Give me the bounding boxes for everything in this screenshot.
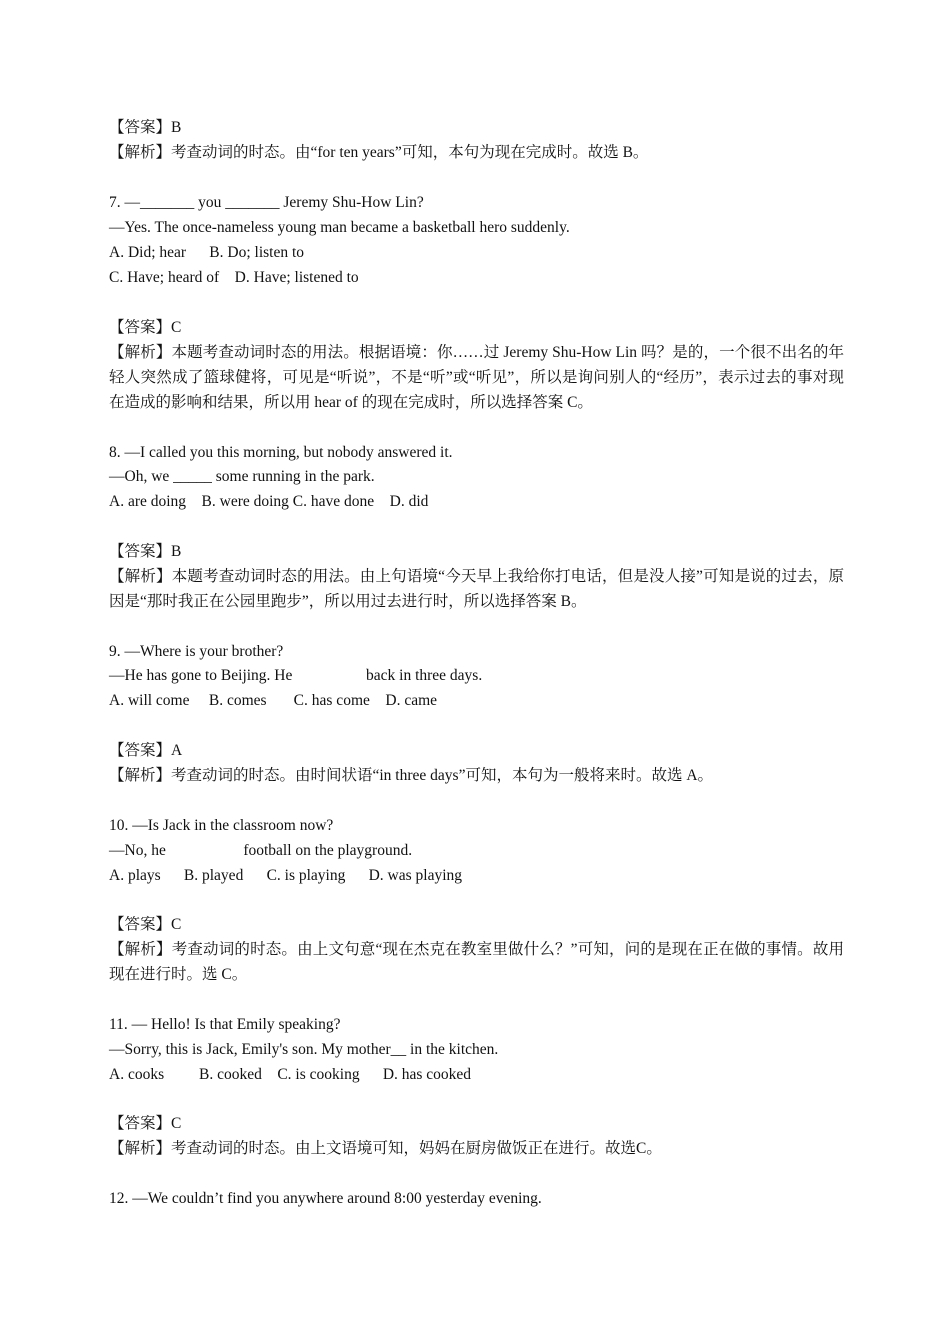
- question-7-options-row-2: C. Have; heard of D. Have; listened to: [109, 269, 359, 286]
- question-10-reply: —No, he football on the playground.: [109, 842, 413, 859]
- question-9-reply: —He has gone to Beijing. He back in three days.: [109, 667, 483, 684]
- question-8-stem: 8. —I called you this morning, but nobody answered it.: [109, 444, 453, 461]
- answer-11: 【答案】C: [109, 1115, 182, 1132]
- analysis-7: 【解析】本题考查动词时态的用法。根据语境：你……过 Jeremy Shu-How Lin 吗？是的，一个很不出名的年轻人突然成了篮球健将，可见是“听说”，不是“听”或“听见”，所以是询问别人的“经历”，表示过去的事对现在造成的影响和结果，所以用 hear of 的现在完成时，所以选择答案 C。: [109, 344, 844, 411]
- analysis-10: 【解析】考查动词的时态。由上文句意“现在杰克在教室里做什么？”可知，问的是现在正在做的事情。故用现在进行时。选 C。: [109, 941, 844, 983]
- question-11-reply: —Sorry, this is Jack, Emily's son. My mother__ in the kitchen.: [109, 1041, 499, 1058]
- analysis-11: 【解析】考查动词的时态。由上文语境可知，妈妈在厨房做饭正在进行。故选C。: [109, 1140, 662, 1157]
- question-11-stem: 11. — Hello! Is that Emily speaking?: [109, 1016, 341, 1033]
- question-7-stem: 7. —_______ you _______ Jeremy Shu-How Lin?: [109, 194, 424, 211]
- analysis-9: 【解析】考查动词的时态。由时间状语“in three days”可知，本句为一般将来时。故选 A。: [109, 767, 714, 784]
- answer-9: 【答案】A: [109, 742, 183, 759]
- question-7-options-row-1: A. Did; hear B. Do; listen to: [109, 244, 305, 261]
- answer-6: 【答案】B: [109, 119, 182, 136]
- answer-10: 【答案】C: [109, 916, 182, 933]
- analysis-6: 【解析】考查动词的时态。由“for ten years”可知，本句为现在完成时。故选 B。: [109, 144, 649, 161]
- question-7-reply: —Yes. The once-nameless young man became a basketball hero suddenly.: [109, 219, 570, 236]
- question-12-stem: 12. —We couldn’t find you anywhere around 8:00 yesterday evening.: [109, 1190, 542, 1207]
- question-10-stem: 10. —Is Jack in the classroom now?: [109, 817, 334, 834]
- analysis-8: 【解析】本题考查动词时态的用法。由上句语境“今天早上我给你打电话，但是没人接”可知是说的过去，原因是“那时我正在公园里跑步”，所以用过去进行时，所以选择答案 B。: [109, 568, 844, 610]
- question-10-options: A. plays B. played C. is playing D. was playing: [109, 867, 463, 884]
- question-9-options: A. will come B. comes C. has come D. came: [109, 692, 438, 709]
- answer-7: 【答案】C: [109, 319, 182, 336]
- question-8-options: A. are doing B. were doing C. have done D. did: [109, 493, 429, 510]
- answer-8: 【答案】B: [109, 543, 182, 560]
- question-9-stem: 9. —Where is your brother?: [109, 643, 284, 660]
- question-11-options: A. cooks B. cooked C. is cooking D. has cooked: [109, 1066, 472, 1083]
- question-8-reply: —Oh, we _____ some running in the park.: [109, 468, 375, 485]
